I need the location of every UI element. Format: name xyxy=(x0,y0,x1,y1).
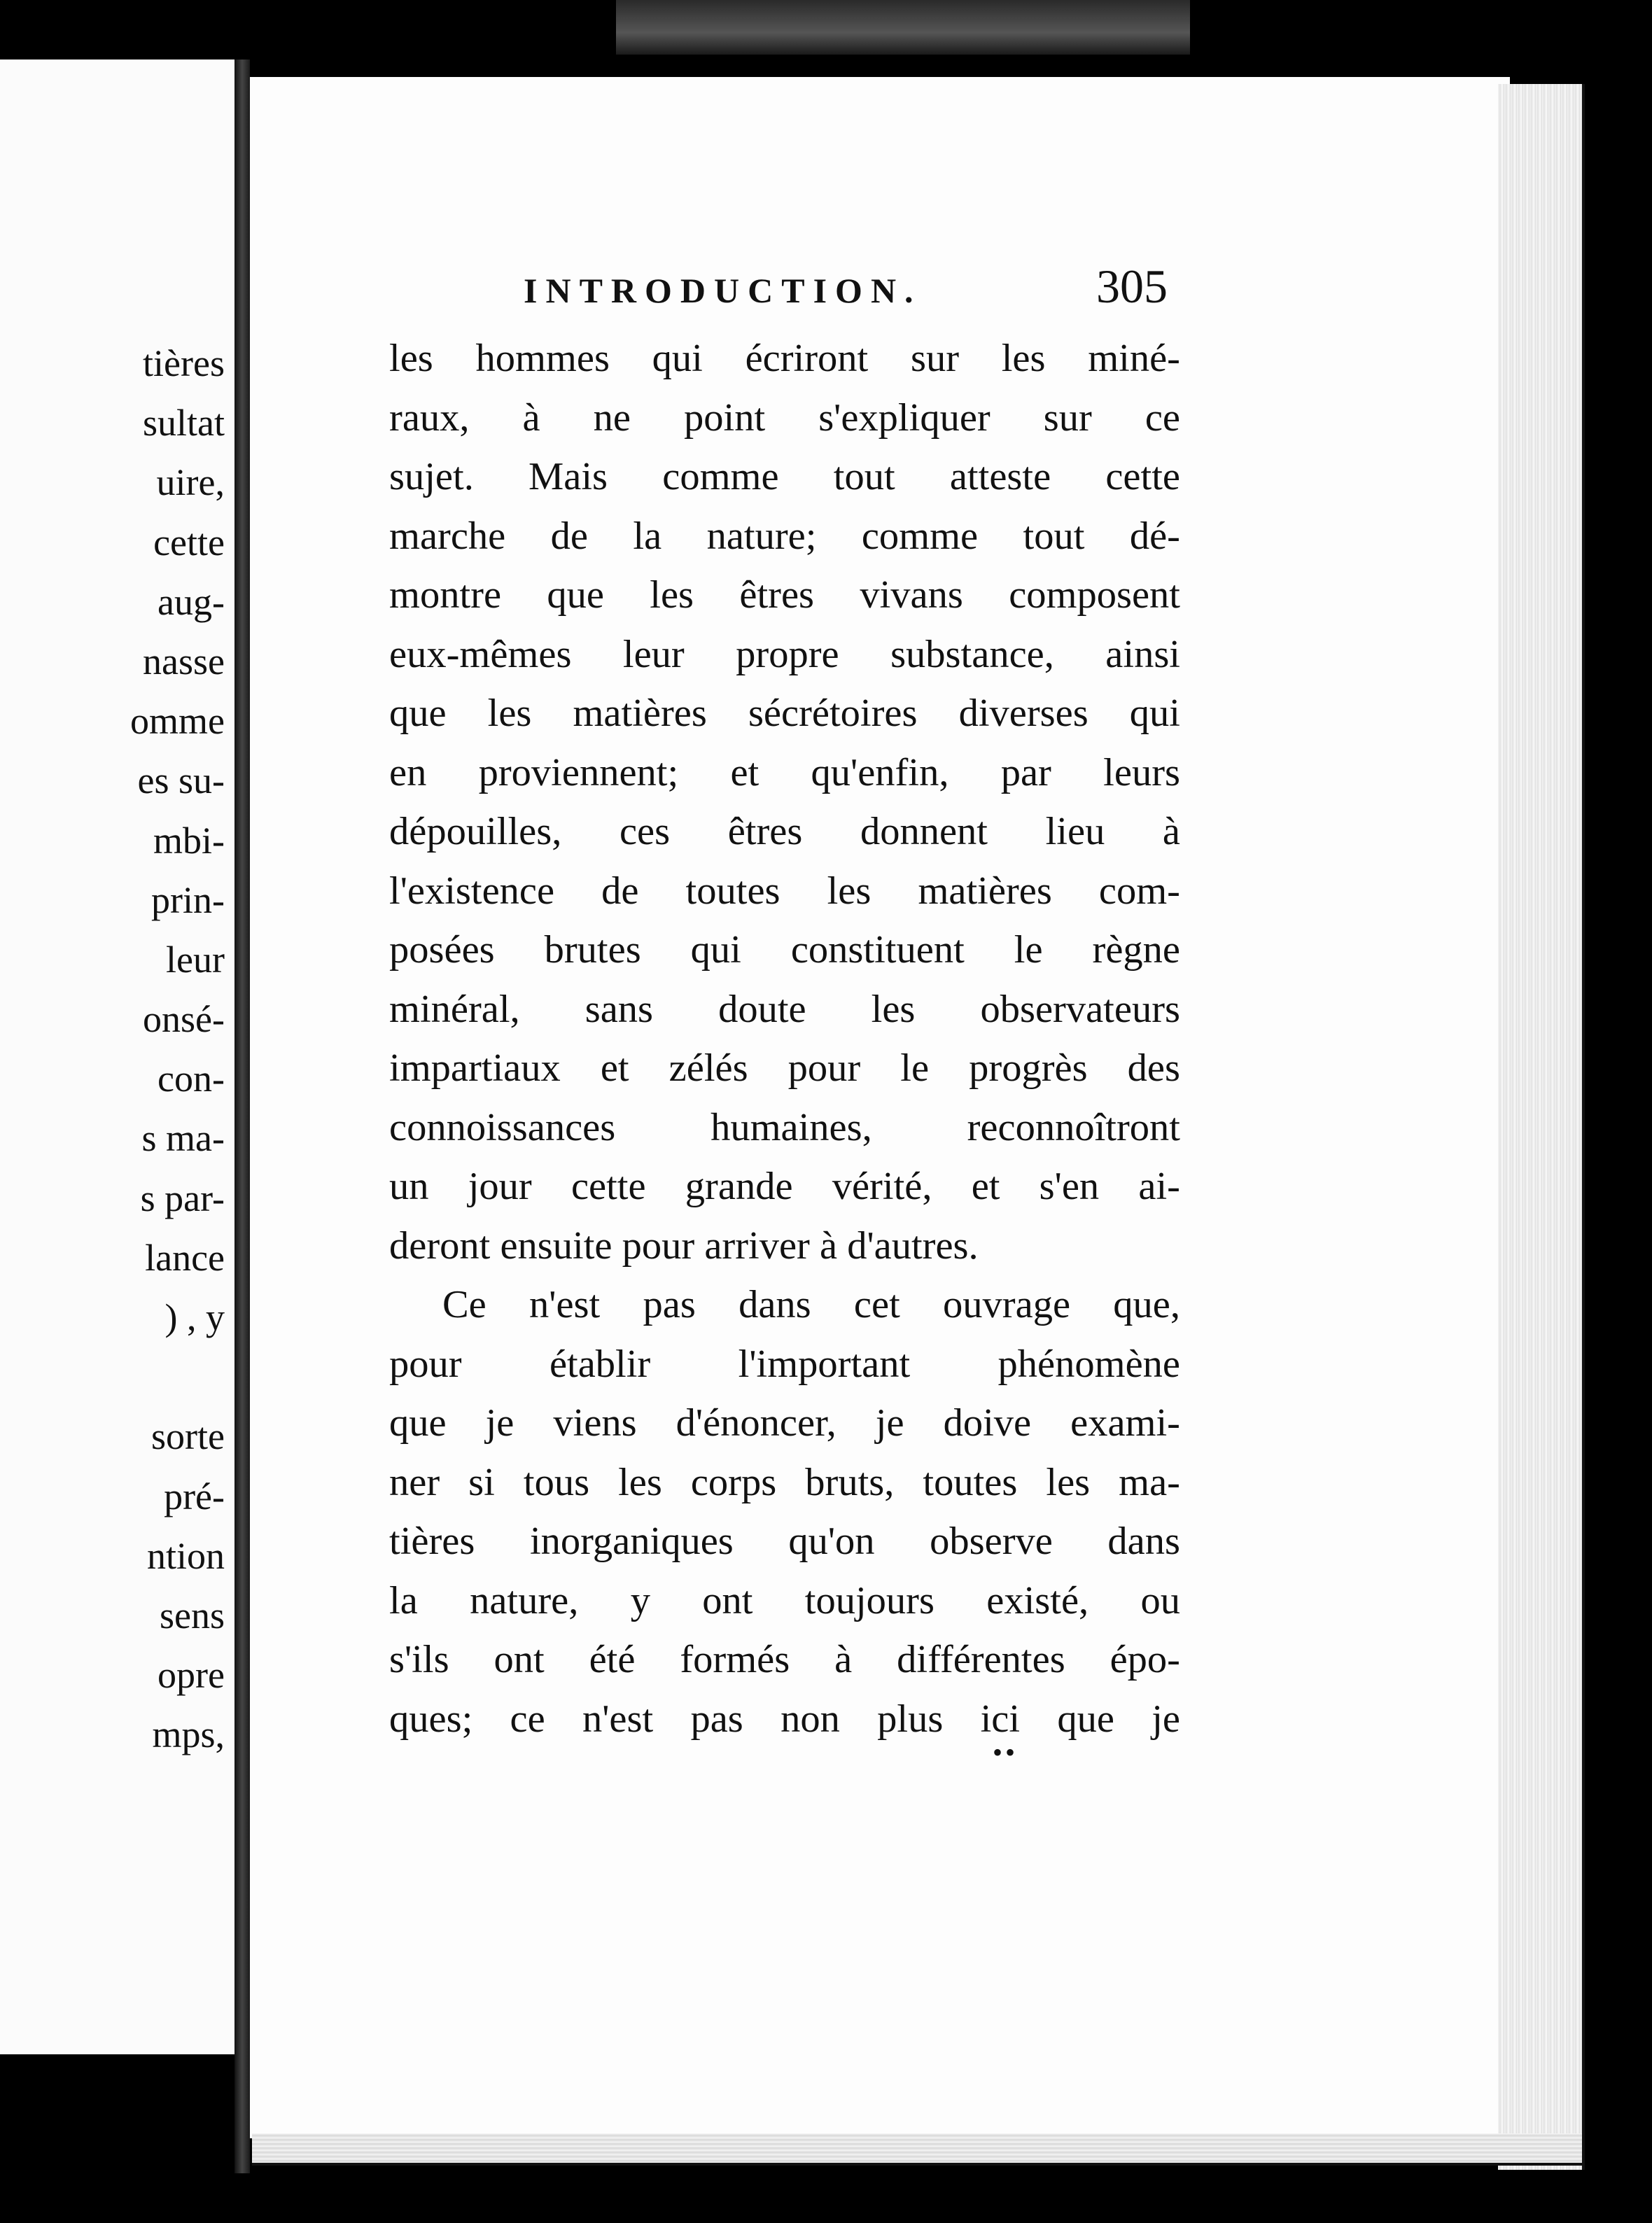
left-fragment-line: nasse xyxy=(143,640,225,682)
left-page-text-fragments xyxy=(0,334,225,1765)
paragraph-end-line: deront ensuite pour arriver à d'autres. xyxy=(389,1223,979,1268)
text-line: un jour cette grande vérité, et s'en ai- xyxy=(389,1165,1180,1208)
text-line: impartiaux et zélés pour le progrès des xyxy=(389,1046,1180,1090)
text-line: que les matières sécrétoires diverses qui xyxy=(389,692,1180,735)
left-fragment-line: omme xyxy=(130,700,225,743)
left-fragment-line: s par- xyxy=(140,1177,225,1219)
text-line: eux-mêmes leur propre substance, ainsi xyxy=(389,632,1180,676)
left-fragment-line: aug- xyxy=(158,580,225,623)
running-head xyxy=(524,259,1168,315)
left-fragment-line: s ma- xyxy=(141,1117,225,1160)
paragraph-start-line: Ce n'est pas dans cet ouvrage que, xyxy=(442,1283,1180,1326)
text-line: pour établir l'important phénomène xyxy=(389,1342,1180,1386)
text-line: ner si tous les corps bruts, toutes les ma- xyxy=(389,1460,1180,1504)
text-line: l'existence de toutes les matières com- xyxy=(389,869,1180,913)
text-line: marche de la nature; comme tout dé- xyxy=(389,514,1180,558)
text-line: la nature, y ont toujours existé, ou xyxy=(389,1578,1180,1622)
text-line: les hommes qui écriront sur les miné- xyxy=(389,337,1180,380)
bottom-page-edge xyxy=(252,2133,1582,2166)
page-number: 305 xyxy=(1096,260,1168,313)
left-fragment-line: opre xyxy=(158,1654,225,1697)
left-fragment-line: lance xyxy=(145,1236,225,1279)
left-fragment-line: tières xyxy=(143,342,225,384)
text-line: raux, à ne point s'expliquer sur ce xyxy=(389,395,1180,440)
body-text xyxy=(389,329,1180,1748)
left-fragment-line: mps, xyxy=(152,1713,225,1756)
running-head-title: INTRODUCTION. xyxy=(524,271,922,310)
left-fragment-line: mbi- xyxy=(153,819,225,862)
left-fragment-line: sorte xyxy=(151,1415,225,1458)
text-line: connoissances humaines, reconnoîtront xyxy=(389,1105,1180,1149)
left-fragment-line: ntion xyxy=(146,1534,225,1577)
text-line: en proviennent; et qu'enfin, par leurs xyxy=(389,750,1180,794)
right-page-edge xyxy=(1498,84,1585,2170)
left-fragment-line: prin- xyxy=(151,878,225,921)
left-fragment-line xyxy=(0,1347,225,1407)
text-line: minéral, sans doute les observateurs xyxy=(389,987,1180,1031)
left-fragment-line: es su- xyxy=(137,759,225,802)
left-fragment-line: uire, xyxy=(156,461,225,504)
left-fragment-line: sens xyxy=(160,1594,225,1636)
text-line: posées brutes qui constituent le règne xyxy=(389,928,1180,972)
left-fragment-line: ) , y xyxy=(164,1296,225,1338)
book-spine-gutter xyxy=(234,59,250,2173)
text-line: que je viens d'énoncer, je doive exami- xyxy=(389,1401,1180,1445)
text-line: montre que les êtres vivans composent xyxy=(389,573,1180,617)
left-fragment-line: onsé- xyxy=(143,998,225,1041)
text-line: sujet. Mais comme tout atteste cette xyxy=(389,455,1180,498)
left-fragment-line: leur xyxy=(166,938,225,981)
left-fragment-line: cette xyxy=(153,521,225,563)
text-line: dépouilles, ces êtres donnent lieu à xyxy=(389,810,1180,853)
text-line: tières inorganiques qu'on observe dans xyxy=(389,1520,1180,1563)
left-page xyxy=(0,59,237,2054)
left-fragment-line: sultat xyxy=(143,402,225,444)
left-fragment-line: con- xyxy=(158,1058,225,1100)
text-line: s'ils ont été formés à différentes épo- xyxy=(389,1638,1180,1681)
scan-top-strip xyxy=(616,0,1190,55)
text-line: ques; ce n'est pas non plus ici que je xyxy=(389,1697,1180,1741)
left-fragment-line: pré- xyxy=(164,1475,225,1517)
signature-mark: •• xyxy=(993,1737,1018,1768)
